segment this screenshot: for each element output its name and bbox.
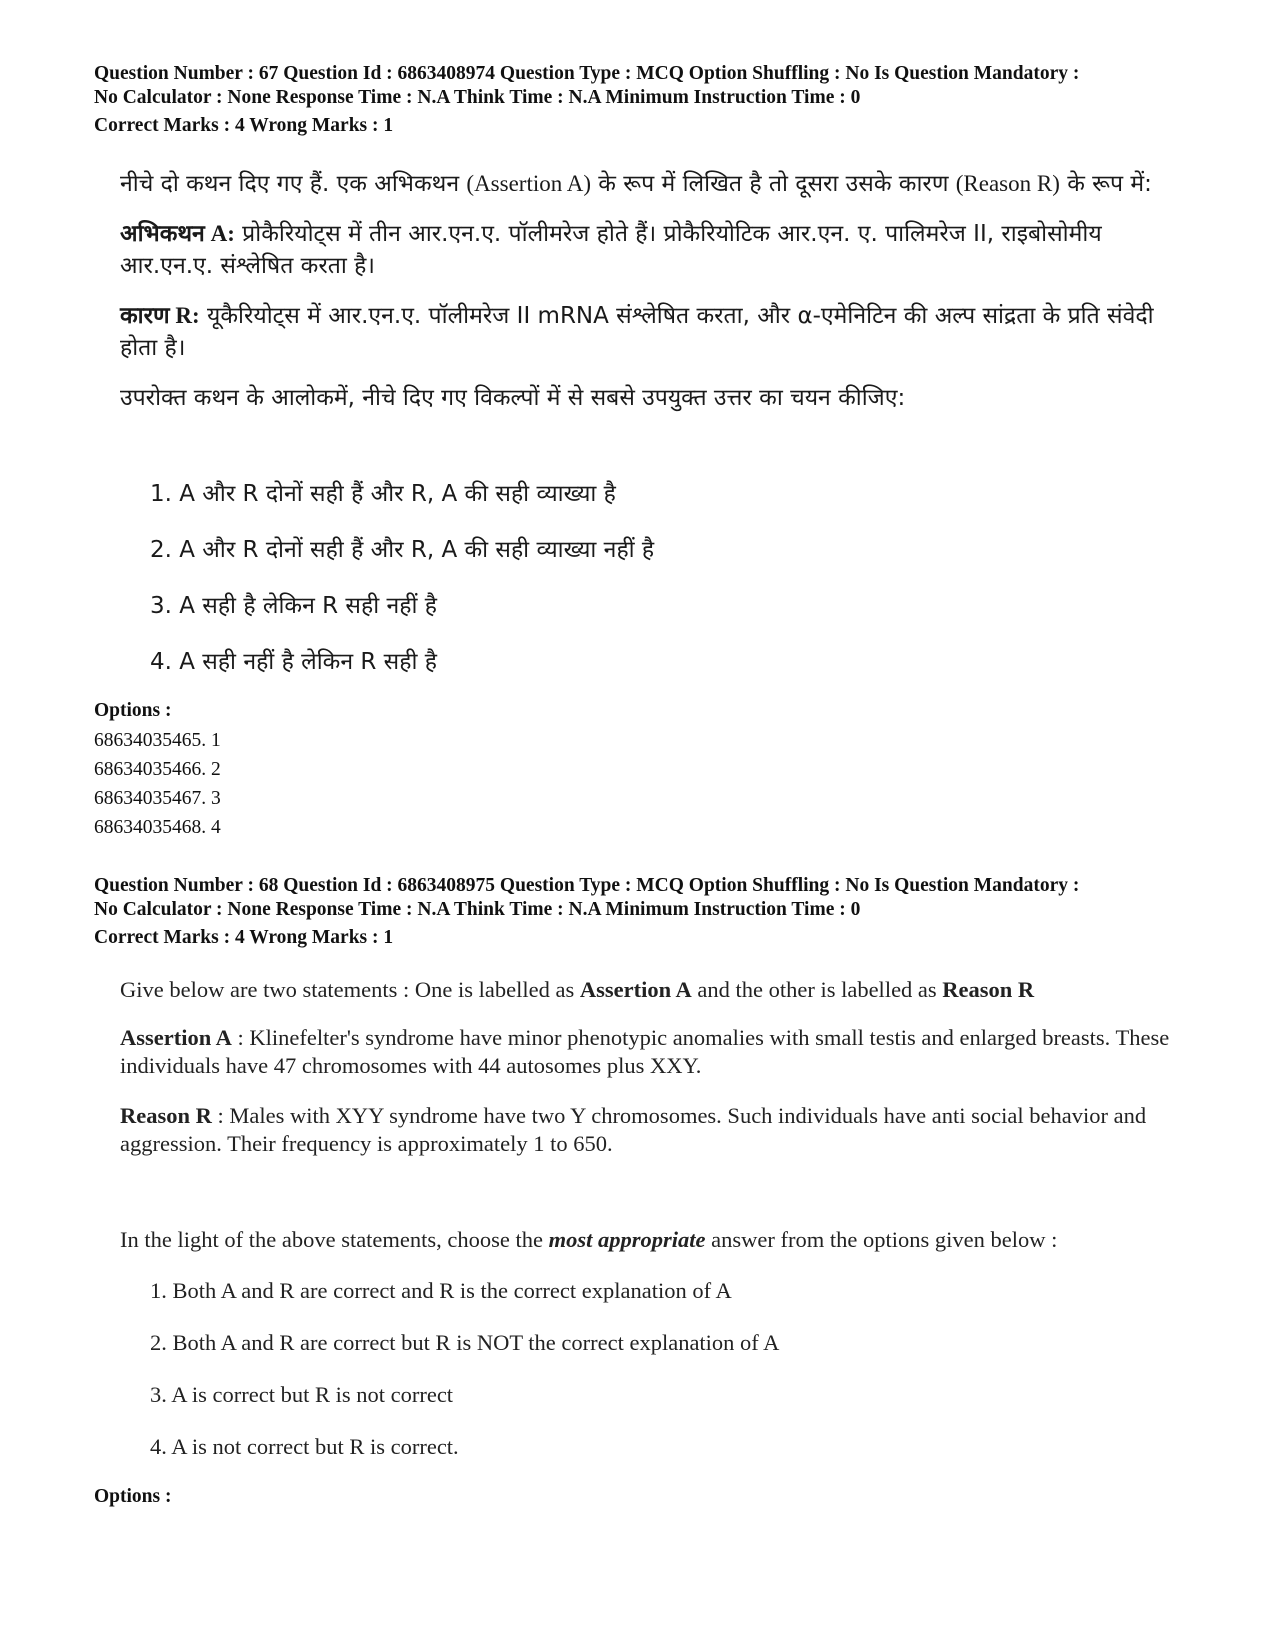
q68-intro-part: Give below are two statements : One is labelled as bbox=[120, 977, 580, 1002]
q67-intro-part: नीचे दो कथन दिए गए हैं. एक अभिकथन bbox=[120, 171, 467, 197]
q68-choice-4: 4. A is not correct but R is correct. bbox=[150, 1434, 459, 1459]
q68-assertion-text: : Klinefelter's syndrome have minor phenotypic anomalies with small testis and enlarged breasts. These individuals have 47 chromosomes with 44 autosomes plus XXY. bbox=[120, 1025, 1170, 1078]
q68-intro-part: and the other is labelled as bbox=[691, 977, 943, 1002]
q68-meta-line1: Question Number : 68 Question Id : 6863408975 Question Type : MCQ Option Shuffling : No Is Question Mandatory : bbox=[94, 875, 1080, 896]
q68-intro bbox=[120, 976, 1200, 1004]
q67-intro-assertion: (Assertion A) bbox=[466, 171, 591, 196]
q67-options-list bbox=[94, 726, 221, 842]
q67-instruction: उपरोक्त कथन के आलोकमें, नीचे दिए गए विकल्पों में से सबसे उपयुक्त उत्तर का चयन कीजिए: bbox=[120, 385, 906, 411]
q67-option-4: 68634035468. 4 bbox=[94, 817, 221, 838]
q67-reason-label: कारण bbox=[120, 303, 170, 329]
q68-options-title: Options : bbox=[94, 1486, 172, 1507]
q67-reason-text: यूकैरियोट्स में आर.एन.ए. पॉलीमरेज II mRNA संश्लेषित करता, और α-एमेनिटिन की अल्प सांद्रता के प्रति संवेदी होता है। bbox=[120, 303, 1154, 361]
q68-instruction-emphasis: most appropriate bbox=[548, 1227, 706, 1252]
q67-intro bbox=[120, 168, 1180, 200]
q68-reason bbox=[120, 1102, 1200, 1158]
q67-question-body bbox=[120, 168, 1180, 414]
q67-intro-reason: (Reason R) bbox=[955, 171, 1060, 196]
q67-options-title: Options : bbox=[94, 700, 172, 721]
q67-choice-2: 2. A और R दोनों सही हैं और R, A की सही व्याख्या नहीं है bbox=[150, 537, 655, 563]
q67-reason-label-latin: R: bbox=[169, 303, 200, 328]
q68-instruction-part: In the light of the above statements, choose the bbox=[120, 1227, 549, 1252]
q68-assertion bbox=[120, 1024, 1200, 1080]
q67-assertion-label: अभिकथन bbox=[120, 221, 205, 247]
q67-marks: Correct Marks : 4 Wrong Marks : 1 bbox=[94, 115, 394, 136]
q68-choice-3: 3. A is correct but R is not correct bbox=[150, 1382, 454, 1407]
q68-marks: Correct Marks : 4 Wrong Marks : 1 bbox=[94, 927, 394, 948]
q67-meta-line1: Question Number : 67 Question Id : 6863408974 Question Type : MCQ Option Shuffling : No Is Question Mandatory : bbox=[94, 63, 1080, 84]
q67-intro-part: के रूप में: bbox=[1059, 171, 1152, 197]
q68-choice-1: 1. Both A and R are correct and R is the correct explanation of A bbox=[150, 1278, 732, 1303]
q68-instruction bbox=[120, 1226, 1200, 1254]
q67-option-1: 68634035465. 1 bbox=[94, 730, 221, 751]
q68-assertion-label: Assertion A bbox=[120, 1025, 232, 1050]
q67-meta-line2: No Calculator : None Response Time : N.A Think Time : N.A Minimum Instruction Time : 0 bbox=[94, 87, 861, 108]
q68-instruction-part: answer from the options given below : bbox=[705, 1227, 1058, 1252]
q67-reason bbox=[120, 300, 1180, 364]
q68-reason-label: Reason R bbox=[120, 1103, 212, 1128]
q67-choice-3: 3. A सही है लेकिन R सही नहीं है bbox=[150, 593, 437, 619]
q67-choice-4: 4. A सही नहीं है लेकिन R सही है bbox=[150, 649, 437, 675]
q67-choice-1: 1. A और R दोनों सही हैं और R, A की सही व्याख्या है bbox=[150, 481, 616, 507]
q67-assertion bbox=[120, 218, 1180, 282]
q67-metadata bbox=[94, 62, 1194, 138]
q67-assertion-label-latin: A: bbox=[204, 221, 235, 246]
q68-choice-2: 2. Both A and R are correct but R is NOT the correct explanation of A bbox=[150, 1330, 780, 1355]
q67-option-2: 68634035466. 2 bbox=[94, 759, 221, 780]
q67-assertion-text: प्रोकैरियोट्स में तीन आर.एन.ए. पॉलीमरेज होते हैं। प्रोकैरियोटिक आर.एन. ए. पालिमरेज II, राइबोसोमीय आर.एन.ए. संश्लेषित करता है। bbox=[120, 221, 1102, 279]
q68-meta-line2: No Calculator : None Response Time : N.A Think Time : N.A Minimum Instruction Time : 0 bbox=[94, 899, 861, 920]
q68-reason-text: : Males with XYY syndrome have two Y chromosomes. Such individuals have anti social behavior and aggression. Their frequency is approximately 1 to 650. bbox=[120, 1103, 1147, 1156]
q68-question-body bbox=[120, 976, 1200, 1158]
q68-metadata bbox=[94, 874, 1194, 950]
q68-intro-assertion: Assertion A bbox=[579, 977, 692, 1002]
q67-intro-part: के रूप में लिखित है तो दूसरा उसके कारण bbox=[590, 171, 956, 197]
q67-option-3: 68634035467. 3 bbox=[94, 788, 221, 809]
q68-intro-reason: Reason R bbox=[942, 977, 1035, 1002]
